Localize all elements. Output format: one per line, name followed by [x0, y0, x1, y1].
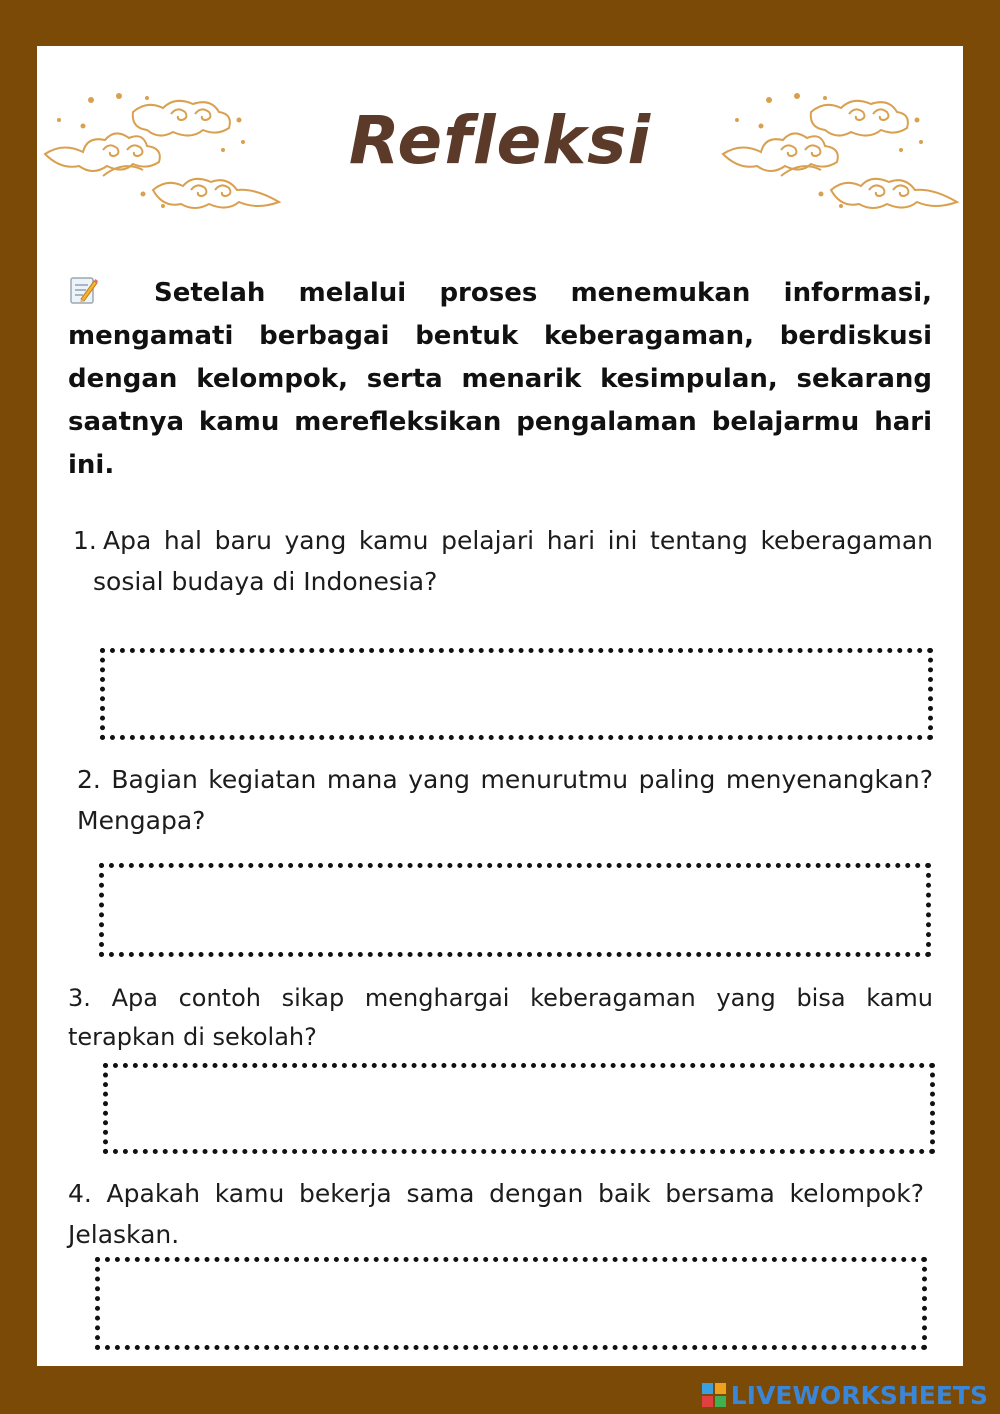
question-1: [73, 520, 933, 602]
intro-paragraph: [68, 272, 932, 487]
worksheet-page: [37, 46, 963, 1366]
answer-box-2[interactable]: [99, 863, 931, 957]
footer-brand-text: LIVEWORKSHEETS: [730, 1380, 988, 1410]
answer-box-1[interactable]: [100, 648, 933, 740]
answer-box-3[interactable]: [103, 1063, 935, 1154]
page-title: Refleksi: [348, 102, 652, 179]
question-2: 2. Bagian kegiatan mana yang menurutmu paling menyenangkan? Mengapa?: [77, 765, 933, 835]
footer-branding: [701, 1380, 988, 1410]
liveworksheets-logo-icon: [701, 1382, 727, 1408]
question-4: 4. Apakah kamu bekerja sama dengan baik bersama kelompok? Jelaskan.: [68, 1179, 924, 1249]
question-3: 3. Apa contoh sikap menghargai keberagaman yang bisa kamu terapkan di sekolah?: [68, 984, 933, 1051]
intro-text: Setelah melalui proses menemukan informasi, mengamati berbagai bentuk keberagaman, berdiskusi dengan kelompok, serta menarik kesimpulan, sekarang saatnya kamu merefleksikan pengalaman belajarmu hari ini.: [68, 278, 932, 480]
answer-box-4[interactable]: [95, 1257, 927, 1350]
question-1-text: Apa hal baru yang kamu pelajari hari ini tentang keberagaman sosial budaya di Indonesia?: [93, 526, 933, 596]
memo-icon: [68, 275, 98, 305]
question-1-number: 1.: [73, 526, 97, 555]
